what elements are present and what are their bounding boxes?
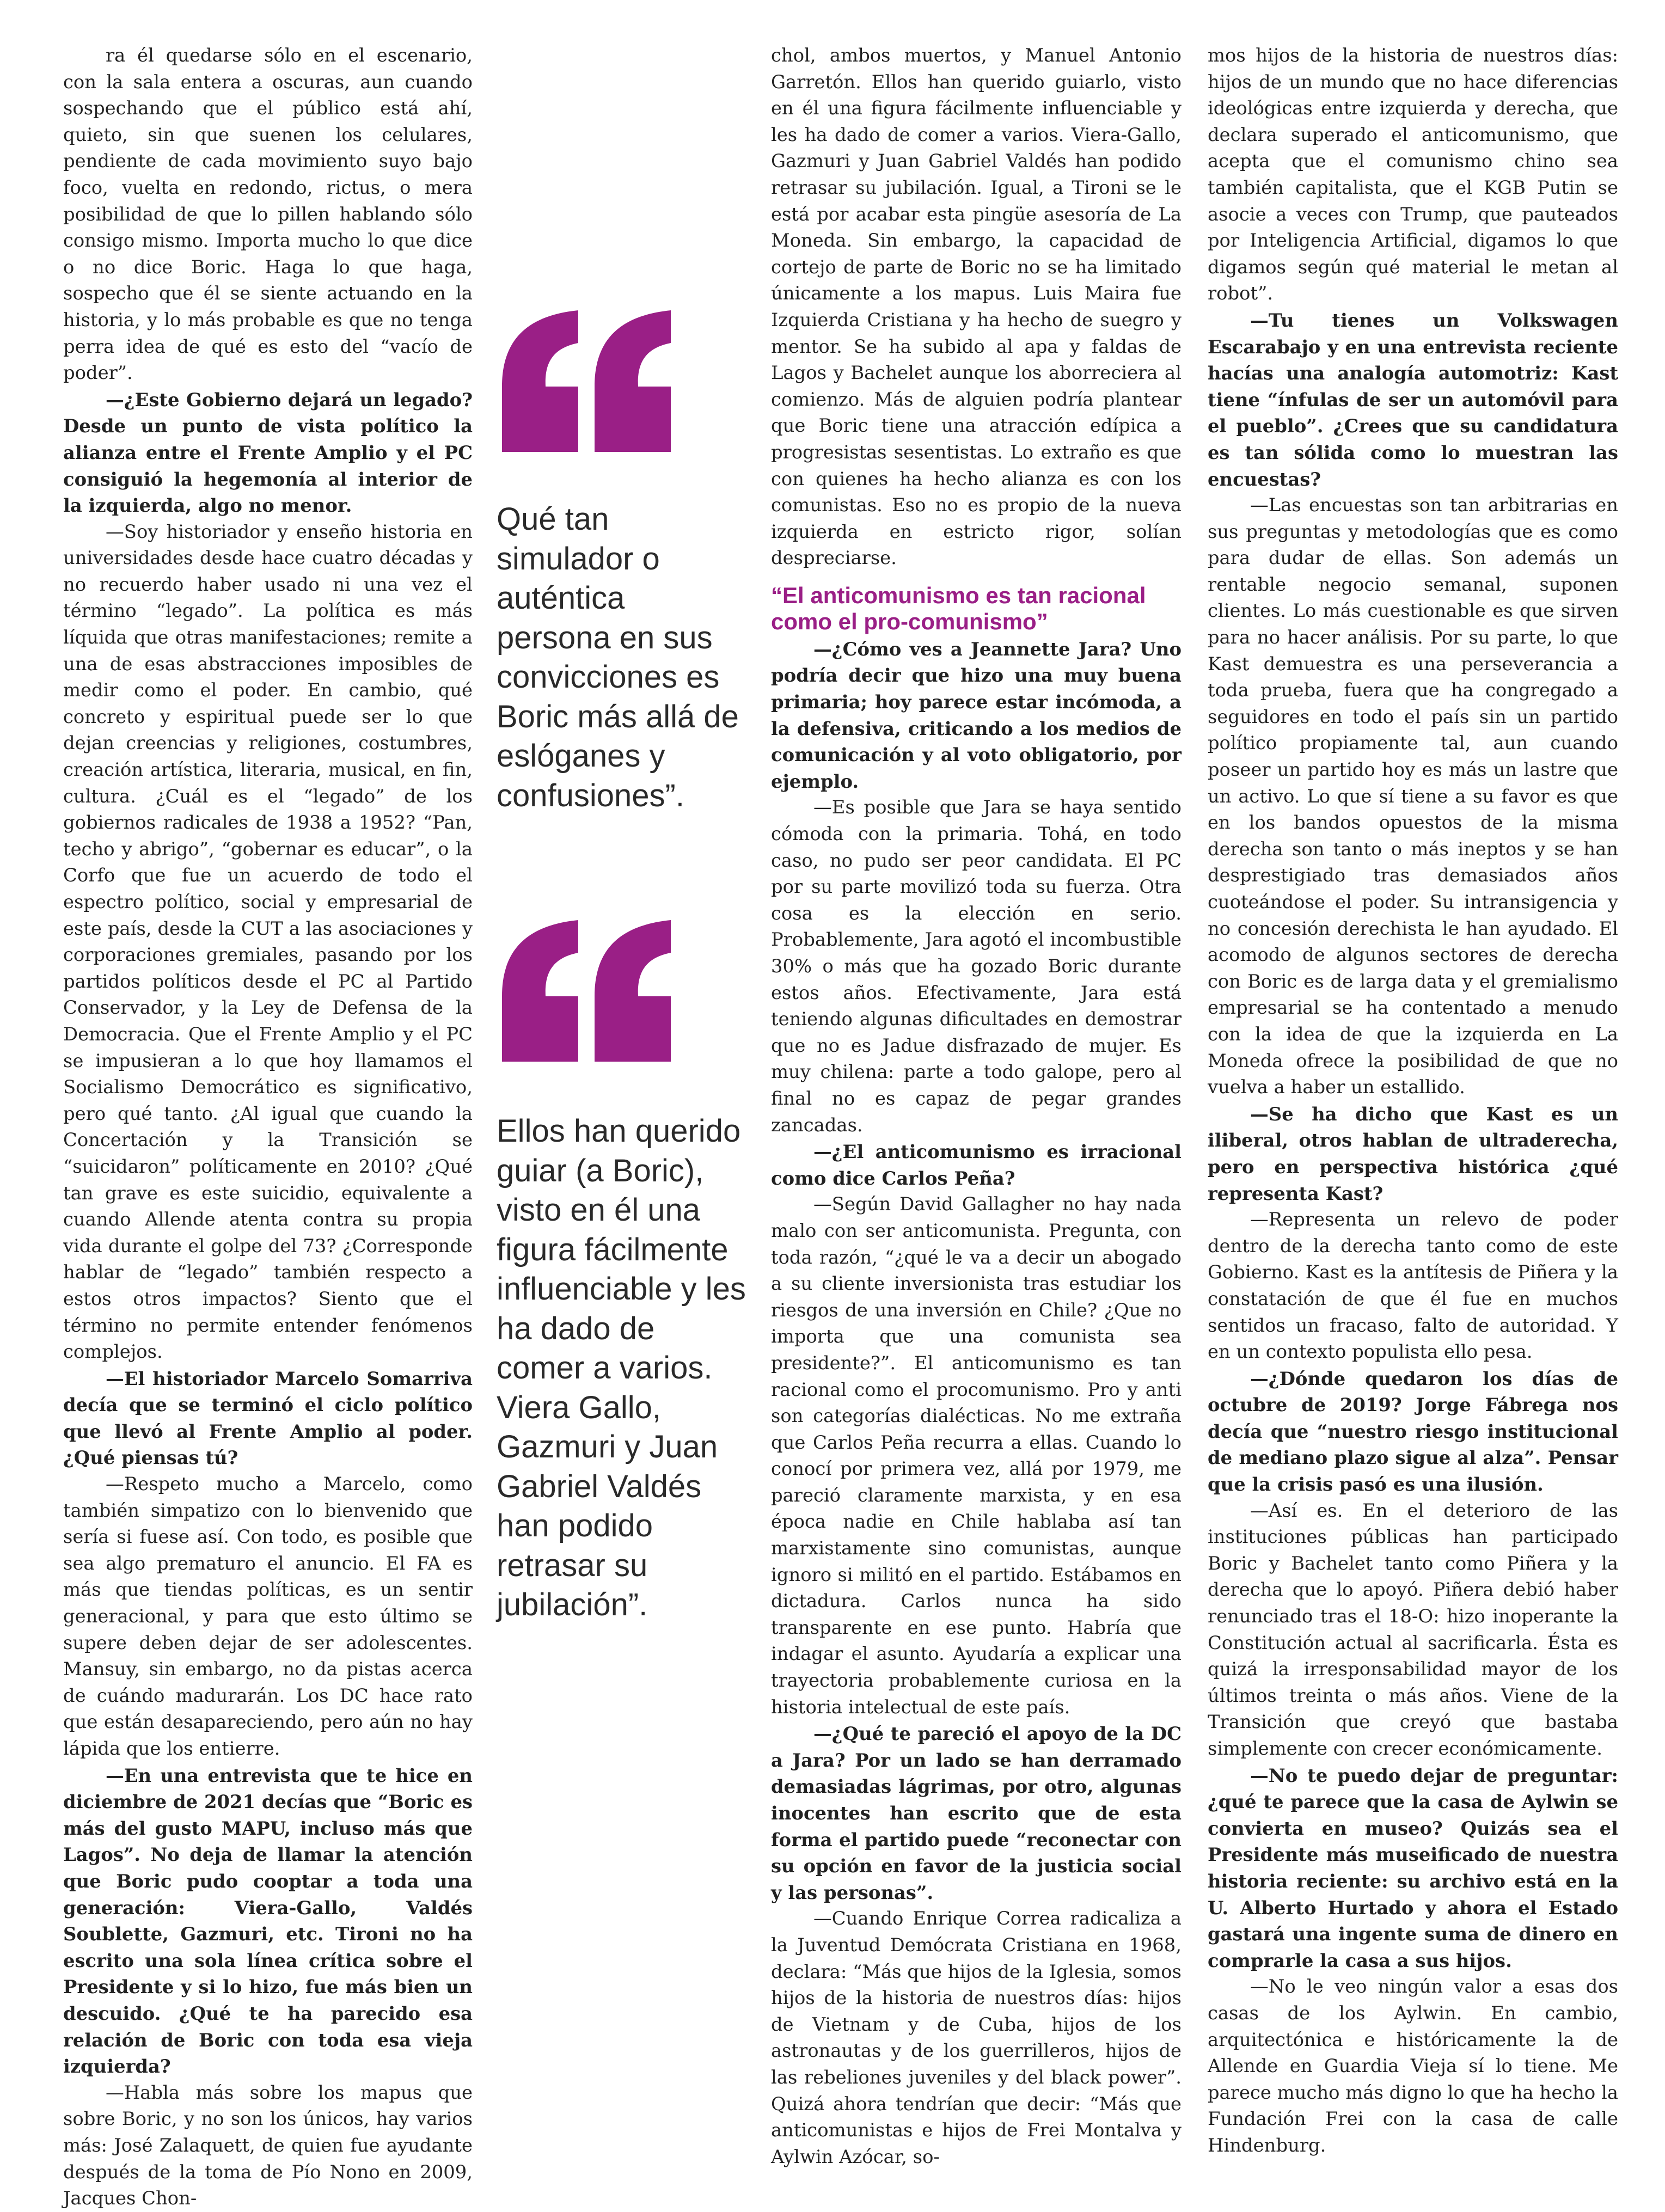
continued-paragraph: mos hijos de la historia de nuestros días: hijos de un mundo que no hace diferencias ideológicas entre izquierda y derecha, que declara superado el anticomunismo, que acepta que el comunismo chino sea también capitalista, que el KGB Putin se asocie a veces con Trump, que pauteados por Inteligencia Artificial, digamos lo que digamos según qué material le metan al robot”. <box>1208 45 1618 304</box>
answer-paragraph: —Así es. En el deterioro de las instituciones públicas han participado Boric y Bachelet tanto como Piñera y la derecha que lo apoyó. Piñera debió haber renunciado tras el 18-O: hizo inoperante la Constitución actual al sacrificarla. Ésta es quizá la irresponsabilidad mayor de los últimos treinta o más años. Viene de la Transición que creyó que bastaba simplemente con crecer económicamente. <box>1208 1499 1618 1759</box>
continued-paragraph: chol, ambos muertos, y Manuel Antonio Garretón. Ellos han querido guiarlo, visto en él una figura fácilmente influenciable y les ha dado de comer a varios. Viera-Gallo, Gazmuri y Juan Gabriel Valdés han podido retrasar su jubilación. Igual, a Tironi se le está por acabar esta pingüe asesoría de La Moneda. Sin embargo, la capacidad de cortejo de parte de Boric no se ha limitado únicamente a los mapus. Luis Maira fue Izquierda Cristiana y ha hecho de suegro y mentor. Se ha subido al apa y faldas de Lagos y Bachelet aunque los aborreciera al comienzo. Más de alguien podría plantear que Boric tiene una atracción edípica a progresistas sesentistas. Lo extraño es que con quienes ha hecho alianza es con los comunistas. Eso no es propio de la nueva izquierda en estricto rigor, solían despreciarse. <box>771 45 1182 569</box>
section-subhead: “El anticomunismo es tan racional como el pro-comunismo” <box>771 582 1146 634</box>
interview-question: —¿Dónde quedaron los días de octubre de 2019? Jorge Fábrega nos decía que “nuestro riesgo institucional de mediano plazo sigue al alza”. Pensar que la crisis pasó es una ilusión. <box>1208 1367 1618 1496</box>
interview-question: —El historiador Marcelo Somarriva decía que se terminó el ciclo político que llevó al Frente Amplio al poder. ¿Qué piensas tú? <box>63 1367 473 1469</box>
interview-question: —Se ha dicho que Kast es un iliberal, otros hablan de ultraderecha, pero en perspectiva histórica ¿qué representa Kast? <box>1208 1102 1618 1204</box>
answer-paragraph: ra él quedarse sólo en el escenario, con la sala entera a oscuras, aun cuando sospechando que el público está ahí, quieto, sin que suenen los celulares, pendiente de cada movimiento suyo bajo foco, vuelta en redondo, rictus, o mera posibilidad de que lo pillen hablando sólo consigo mismo. Importa mucho lo que dice o no dice Boric. Haga lo que haga, sospecho que él se siente actuando en la historia, y lo más probable es que no tenga perra idea de qué es esto del “vacío de poder”. <box>63 45 473 384</box>
interview-question: —¿Este Gobierno dejará un legado? Desde un punto de vista político la alianza entre el Frente Amplio y el PC consiguió la hegemonía al interior de la izquierda, algo no menor. <box>63 388 473 517</box>
pull-quote-1: Qué tan simulador o auténtica persona en sus convicciones es Boric más allá de eslóganes y confusiones”. <box>497 501 739 813</box>
interview-question: —¿Qué te pareció el apoyo de la DC a Jara? Por un lado se han derramado demasiadas lágrimas, por otro, algunas inocentes han escrito que de esta forma el partido puede “reconectar con su opción en favor de la justicia social y las personas”. <box>771 1723 1182 1903</box>
pull-quote-2: Ellos han querido guiar (a Boric), visto en él una figura fácilmente influenciable y les ha dado de comer a varios. Viera Gallo, Gazmuri y Juan Gabriel Valdés han podido retrasar su jubilación”. <box>497 1113 746 1622</box>
answer-paragraph: —No le veo ningún valor a esas dos casas de los Aylwin. En cambio, arquitectónica e históricamente la de Allende en Guardia Vieja sí lo tiene. Me parece mucho más digno lo que ha hecho la Fundación Frei con la casa de calle Hindenburg. <box>1208 1976 1618 2156</box>
open-quote-icon <box>497 305 676 457</box>
answer-paragraph: —Habla más sobre los mapus que sobre Boric, y no son los únicos, hay varios más: José Zalaquett, de quien fue ayudante después de la toma de Pío Nono en 2009, Jacques Chon- <box>63 2081 473 2209</box>
article-column-3 <box>771 42 1182 2170</box>
open-quote-icon <box>497 915 676 1067</box>
answer-paragraph: —Soy historiador y enseño historia en universidades desde hace cuatro décadas y no recuerdo haber usado ni una vez el término “legado”. La política es más líquida que otras manifestaciones; remite a una de esas abstracciones imposibles de medir como el poder. En cambio, qué concreto y espiritual puede ser lo que dejan creencias y religiones, costumbres, creación artística, literaria, musical, en fin, cultura. ¿Cuál es el “legado” de los gobiernos radicales de 1938 a 1952? “Pan, techo y abrigo”, “gobernar es educar”, o la Corfo que fue un acuerdo de todo el espectro político, social y empresarial de este país, desde la CUT a las asociaciones y corporaciones gremiales, pasando por los partidos políticos desde el PC al Partido Conservador, y la Ley de Defensa de la Democracia. Que el Frente Amplio y el PC se impusieran a lo que hoy llamamos el Socialismo Democrático es significativo, pero qué tanto. ¿Al igual que cuando la Concertación y la Transición se “suicidaron” políticamente en 2010? ¿Qué tan grave es este suicidio, equivalente a cuando Allende atenta contra su propia vida durante el golpe del 73? ¿Corresponde hablar de “legado” también respecto a estos otros impactos? Siento que el término no permite entender fenómenos complejos. <box>63 520 473 1363</box>
interview-question: —En una entrevista que te hice en diciembre de 2021 decías que “Boric es más del gusto MAPU, incluso más que Lagos”. No deja de llamar la atención que Boric pudo cooptar a toda una generación: Viera-Gallo, Valdés Soublette, Gazmuri, etc. Tironi no ha escrito una sola línea crítica sobre el Presidente y si lo hizo, fue más bien un descuido. ¿Qué te ha parecido esa relación de Boric con toda esa vieja izquierda? <box>63 1764 473 2078</box>
answer-paragraph: —Cuando Enrique Correa radicaliza a la Juventud Demócrata Cristiana en 1968, declara: “Más que hijos de la Iglesia, somos hijos de la historia de nuestros días: hijos de Vietnam y de Cuba, hijos de los astronautas y de los guerrilleros, hijos de las rebeliones juveniles y del black power”. Quizá ahora tendrían que decir: “Más que anticomunistas e hijos de Frei Montalva y Aylwin Azócar, so- <box>771 1908 1182 2167</box>
answer-paragraph: —Respeto mucho a Marcelo, como también simpatizo con lo bienvenido que sería si fuese así. Con todo, es posible que sea algo prematuro el anuncio. El FA es más que tiendas políticas, es un sentir generacional, y para que esto último se supere deben dejar de ser adolescentes. Mansuy, sin embargo, no da pistas acerca de cuándo madurarán. Los DC hace rato que están desapareciendo, pero aún no hay lápida que los entierre. <box>63 1473 473 1759</box>
interview-question: —No te puedo dejar de preguntar: ¿qué te parece que la casa de Aylwin se convierta en museo? Quizás sea el Presidente más museificado de nuestra historia reciente: su archivo está en la U. Alberto Hurtado y ahora el Estado gastará una ingente suma de dinero en comprarle la casa a sus hijos. <box>1208 1764 1618 1971</box>
interview-question: —¿Cómo ves a Jeannette Jara? Uno podría decir que hizo una muy buena primaria; hoy parece estar incómoda, a la defensiva, criticando a los medios de comunicación y al voto obligatorio, por ejemplo. <box>771 638 1182 792</box>
article-column-4 <box>1208 42 1618 2159</box>
answer-paragraph: —Según David Gallagher no hay nada malo con ser anticomunista. Pregunta, con toda razón, “¿qué le va a decir un abogado a su cliente inversionista tras estudiar los riesgos de una inversión en Chile? ¿Que no importa que una comunista sea presidente?”. El anticomunismo es tan racional como el procomunismo. Pro y anti son categorías dialécticas. No me extraña que Carlos Peña recurra a ellas. Cuando lo conocí por primera vez, allá por 1979, me pareció claramente marxista, y en esa época nadie en Chile hablaba así tan marxistamente sino comunistas, aunque ignoro si militó en el partido. Estábamos en dictadura. Carlos nunca ha sido transparente en ese punto. Habría que indagar el asunto. Ayudaría a explicar una trayectoria probablemente curiosa en la historia intelectual de este país. <box>771 1193 1182 1718</box>
answer-paragraph: —Es posible que Jara se haya sentido cómoda con la primaria. Tohá, en todo caso, no pudo ser peor candidata. El PC por su parte movilizó toda su fuerza. Otra cosa es la elección en serio. Probablemente, Jara agotó el incombustible 30% o más que ha gozado Boric durante estos años. Efectivamente, Jara está teniendo algunas dificultades en demostrar que no es Jadue disfrazado de mujer. Es muy chilena: parte a todo galope, pero al final no es capaz de pegar grandes zancadas. <box>771 796 1182 1136</box>
answer-paragraph: —Las encuestas son tan arbitrarias en sus preguntas y metodologías que es como para dudar de ellas. Son además un rentable negocio semanal, suponen clientes. Lo más cuestionable es que sirven para no hacer análisis. Por su parte, lo que Kast demuestra es una perseverancia a toda prueba, fuera que ha congregado a seguidores en todo el país sin un partido político propiamente tal, aun cuando poseer un partido hoy es más un lastre que un activo. Lo que sí tiene a su favor es que en los bandos opuestos de la misma derecha son tanto o más ineptos y se han desprestigiado tras demasiados años cuoteándose el poder. Su intransigencia y no concesión derechista le han ayudado. El acomodo de algunos sectores de derecha con Boric es de larga data y el gremialismo empresarial se ha contentado a menudo con la idea de que la izquierda en La Moneda ofrece la posibilidad de que no vuelva a haber un estallido. <box>1208 494 1618 1098</box>
answer-paragraph: —Representa un relevo de poder dentro de la derecha tanto como de este Gobierno. Kast es la antítesis de Piñera y la constatación de que él fue en muchos sentidos un fracaso, falto de autoridad. Y en un contexto populista ello pesa. <box>1208 1209 1618 1363</box>
interview-question: —¿El anticomunismo es irracional como dice Carlos Peña? <box>771 1141 1182 1189</box>
interview-question: —Tu tienes un Volkswagen Escarabajo y en una entrevista reciente hacías una analogía automotriz: Kast tiene “ínfulas de ser un automóvil para el pueblo”. ¿Crees que su candidatura es tan sólida como lo muestran las encuestas? <box>1208 309 1618 490</box>
article-column-1 <box>63 42 473 2212</box>
